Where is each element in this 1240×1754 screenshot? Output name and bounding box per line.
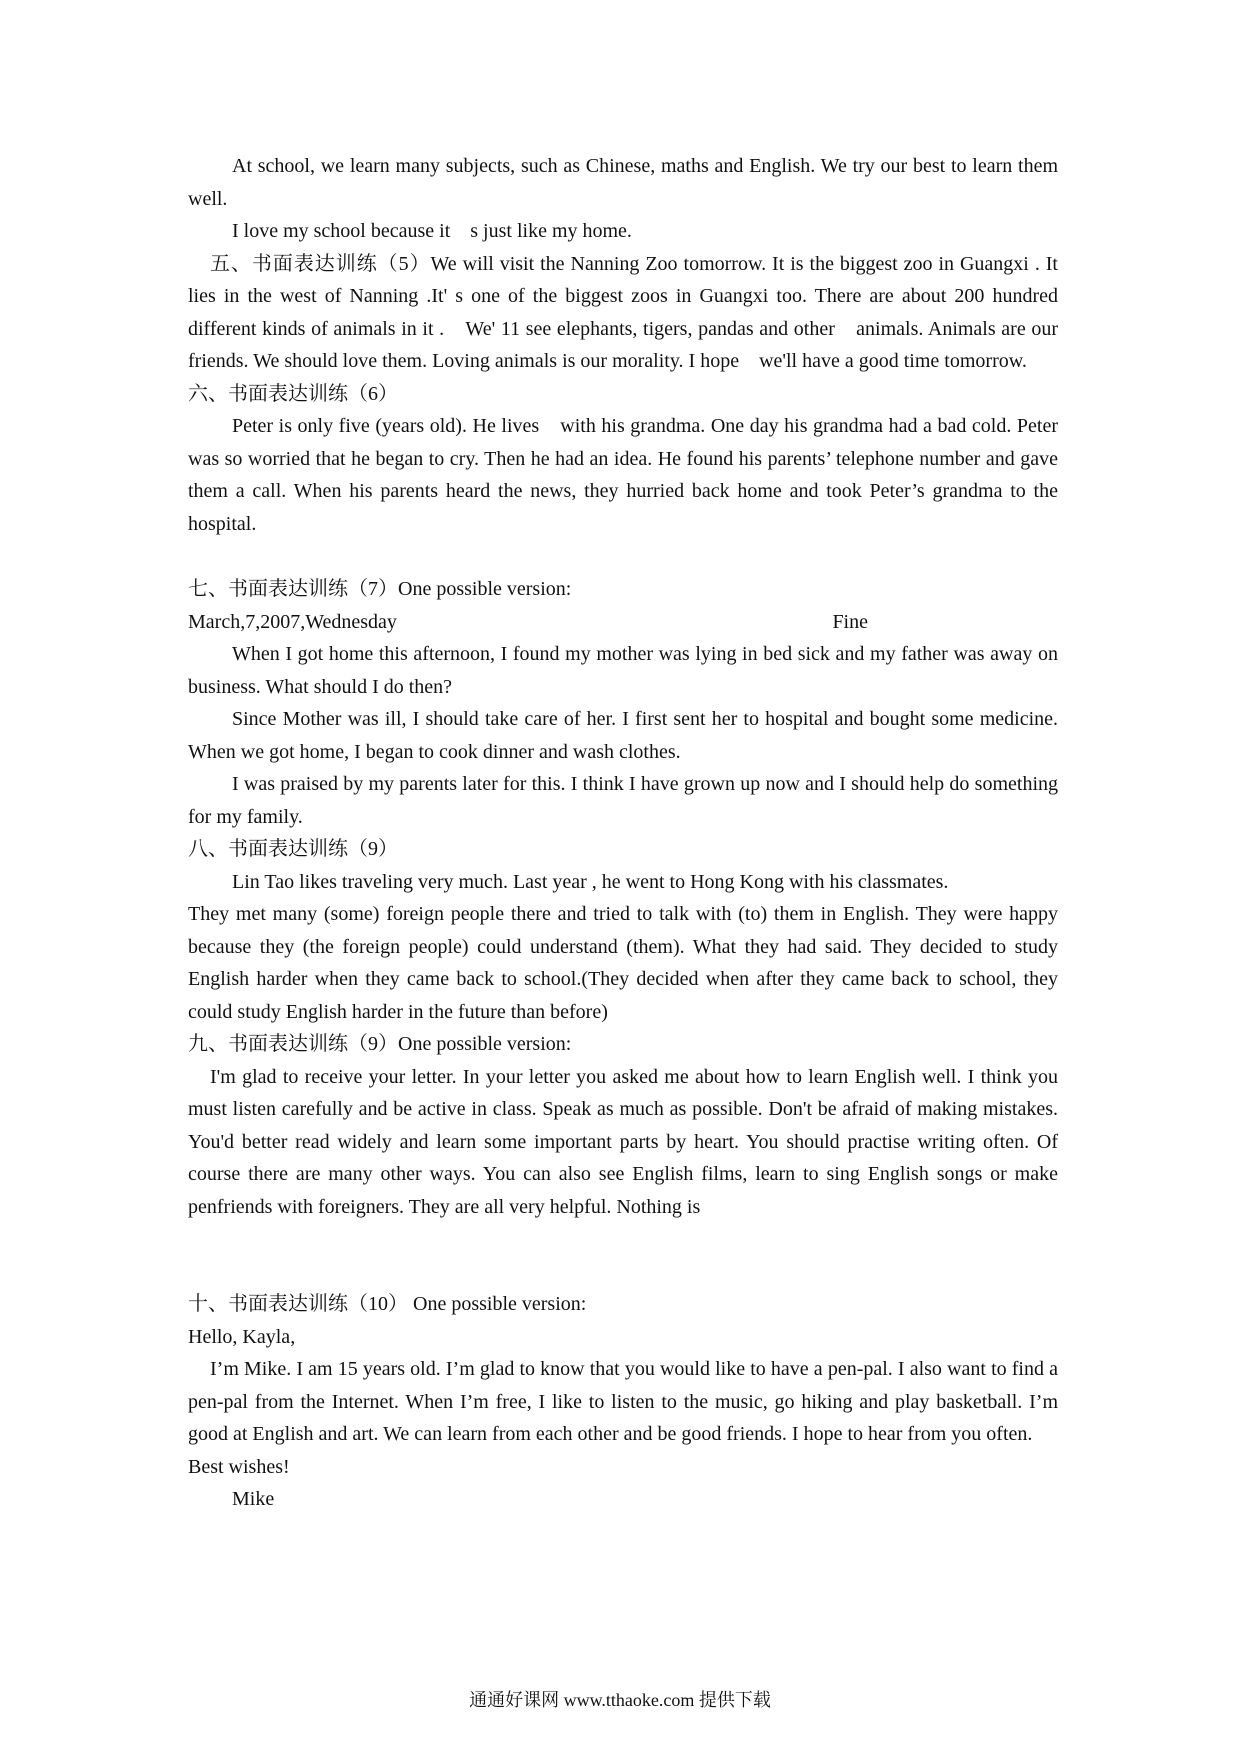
- section-6-heading: 六、书面表达训练（6）: [188, 382, 398, 405]
- section-9-paragraph: I'm glad to receive your letter. In your letter you asked me about how to learn English well. I think you must listen carefully and be active in class. Speak as much as possible. Don't be afraid of making mistakes. You'd better read widely and learn some important parts by heart. You should practise writing often. Of course there are many other ways. You can also see English films, learn to sing English songs or make penfriends with foreigners. They are all very helpful. Nothing is: [188, 1065, 1058, 1218]
- page-footer: 通通好课网 www.tthaoke.com 提供下载: [469, 1690, 771, 1710]
- section-7-paragraph-3: I was praised by my parents later for this. I think I have grown up now and I should help do something for my family.: [188, 773, 1058, 828]
- section-10-heading: 十、书面表达训练（10） One possible version:: [188, 1293, 587, 1315]
- section-8-paragraph: They met many (some) foreign people there and tried to talk with (to) them in English. They were happy because they (the foreign people) could understand (them). What they had said. They decided to study English harder when they came back to school.(They decided when after they came back to school, they could study English harder in the future than before): [188, 903, 1058, 1023]
- section-7-paragraph-1: When I got home this afternoon, I found my mother was lying in bed sick and my father was away on business. What should I do then?: [188, 643, 1058, 698]
- section-5-paragraph: 五、书面表达训练（5）We will visit the Nanning Zoo tomorrow. It is the biggest zoo in Guangxi . It lies in the west of Nanning .It' s one of the biggest zoos in Guangxi too. There are about 200 hundred different kinds of animals in it . We' 11 see elephants, tigers, pandas and other animals. Animals are our friends. We should love them. Loving animals is our morality. I hope we'll have a good time tomorrow.: [188, 252, 1058, 372]
- section-6-paragraph: Peter is only five (years old). He lives with his grandma. One day his grandma had a bad cold. Peter was so worried that he began to cry. Then he had an idea. He found his parents’ telephone number and gave them a call. When his parents heard the news, they hurried back home and took Peter’s grandma to the hospital.: [188, 415, 1058, 535]
- document-body: [188, 150, 1058, 1516]
- section-8-first-line: Lin Tao likes traveling very much. Last year , he went to Hong Kong with his classmates.: [232, 870, 949, 893]
- spacer: [188, 1223, 1058, 1288]
- section-7-heading: 七、书面表达训练（7）One possible version:: [188, 578, 572, 600]
- diary-date-line: [188, 606, 1058, 639]
- letter-closing: Best wishes!: [188, 1455, 290, 1478]
- diary-date: March,7,2007,Wednesday: [188, 610, 397, 633]
- section-8-heading: 八、书面表达训练（9）: [188, 838, 398, 860]
- letter-signature: Mike: [232, 1488, 275, 1510]
- paragraph-school-subjects: At school, we learn many subjects, such as Chinese, maths and English. We try our best to learn them well.: [188, 155, 1058, 210]
- paragraph-love-school: I love my school because it s just like my home.: [232, 220, 632, 242]
- letter-greeting: Hello, Kayla,: [188, 1325, 296, 1348]
- diary-weather: Fine: [832, 610, 868, 633]
- letter-body: I’m Mike. I am 15 years old. I’m glad to know that you would like to have a pen-pal. I also want to find a pen-pal from the Internet. When I’m free, I like to listen to the music, go hiking and play basketball. I’m good at English and art. We can learn from each other and be good friends. I hope to hear from you often.: [188, 1358, 1058, 1445]
- spacer: [188, 540, 1058, 573]
- section-9-heading: 九、书面表达训练（9）One possible version:: [188, 1033, 572, 1055]
- section-7-paragraph-2: Since Mother was ill, I should take care of her. I first sent her to hospital and bought some medicine. When we got home, I began to cook dinner and wash clothes.: [188, 708, 1058, 763]
